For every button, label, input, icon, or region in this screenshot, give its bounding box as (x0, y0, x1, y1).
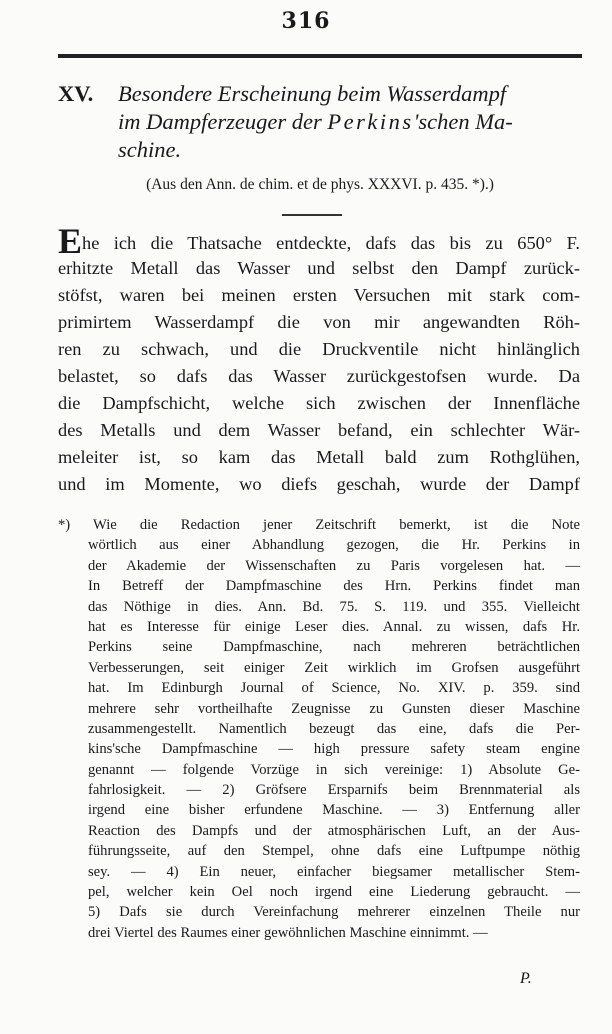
body-line: des Metalls und dem Wasser befand, ein schlechter Wär- (58, 420, 580, 440)
footnote-line: pel, welcher kein Oel noch irgend eine Liederung gebraucht. — (88, 884, 580, 901)
section-number: XV. (58, 81, 94, 106)
body-line: die Dampfschicht, welche sich zwischen der Innenfläche (58, 393, 580, 413)
page-number: 316 (281, 8, 331, 34)
body-line: Ehe ich die Thatsache entdeckte, dafs das bis zu 650° F. (58, 221, 580, 261)
separator-rule (282, 214, 342, 216)
body-line: stöfst, waren bei meinen ersten Versuchen mit stark com- (58, 285, 580, 305)
author-name: Perkins (327, 109, 414, 134)
footnote-line: hat. Im Edinburgh Journal of Science, No. XIV. p. 359. sind (88, 680, 580, 697)
footnote-line: führungsseite, auf den Stempel, ohne dafs eine Luftpumpe nöthig (88, 843, 580, 860)
footnote-line: irgend eine bisher erfundene Maschine. — 3) Entfernung aller (88, 802, 580, 819)
body-line: belastet, so dafs das Wasser zurückgestofsen wurde. Da (58, 366, 580, 386)
drop-initial: E (58, 221, 83, 261)
footnote-line: wörtlich aus einer Abhandlung gezogen, die Hr. Perkins in (88, 537, 580, 554)
body-line: erhitzte Metall das Wasser und selbst den Dampf zurück- (58, 258, 580, 278)
footnote-line: In Betreff der Dampfmaschine des Hrn. Perkins findet man (88, 578, 580, 595)
body-line: meleiter ist, so kam das Metall bald zum Rothglühen, (58, 447, 580, 467)
footnote-line: der Akademie der Wissenschaften zu Paris vorgelesen hat. — (88, 557, 580, 574)
body-line: primirtem Wasserdampf die von mir angewandten Röh- (58, 312, 580, 332)
footnote-line: genannt — folgende Vorzüge in sich vereinige: 1) Absolute Ge- (88, 761, 580, 778)
footnote-line: Verbesserungen, seit einiger Zeit wirklich im Grofsen ausgeführt (88, 659, 580, 676)
footnote-signature: P. (520, 970, 532, 987)
footnote-line: das Nöthige in dies. Ann. Bd. 75. S. 119. und 355. Vielleicht (88, 598, 580, 615)
footnote-line: *) Wie die Redaction jener Zeitschrift bemerkt, ist die Note (58, 517, 580, 533)
footnote-line: Reaction des Dampfs und der atmosphärischen Luft, an der Aus- (88, 822, 580, 839)
footnote-line: sey. — 4) Ein neuer, einfacher biegsamer metallischer Stem- (88, 863, 580, 880)
body-line: ren zu schwach, und die Druckventile nicht hinlänglich (58, 339, 580, 359)
footnote-line: kins'sche Dampfmaschine — high pressure safety steam engine (88, 741, 580, 758)
footnote-line: 5) Dafs sie durch Vereinfachung mehrerer einzelnen Theile nur (88, 904, 580, 921)
footnote-line: drei Viertel des Raumes einer gewöhnlichen Maschine einnimmt. — (88, 924, 488, 941)
source-citation: (Aus den Ann. de chim. et de phys. XXXVI. p. 435. *).) (146, 176, 494, 193)
section-title-line3: schine. (118, 137, 182, 162)
body-paragraph (58, 221, 580, 498)
header-rule (58, 54, 582, 58)
section-heading (58, 80, 588, 164)
body-line: und im Momente, wo diefs geschah, wurde der Dampf (58, 474, 580, 494)
section-title-line1: Besondere Erscheinung beim Wasserdampf (118, 81, 507, 106)
footnote-line: fahrlosigkeit. — 2) Gröfsere Ersparnifs beim Brennmaterial als (88, 782, 580, 799)
section-title-line2: im Dampferzeuger der Perkins'schen Ma- (118, 109, 513, 134)
footnote-line: mehrere sehr vortheilhafte Zeugnisse zu Gunsten dieser Maschine (88, 700, 580, 717)
footnote-line: hat es Interesse für einige Leser dies. Annal. zu wissen, dafs Hr. (88, 618, 580, 635)
footnote-line: Perkins seine Dampfmaschine, nach mehreren beträchtlichen (88, 639, 580, 656)
footnote-line: zusammengestellt. Namentlich bezeugt das eine, dafs die Per- (88, 720, 580, 737)
footnote (58, 515, 580, 943)
